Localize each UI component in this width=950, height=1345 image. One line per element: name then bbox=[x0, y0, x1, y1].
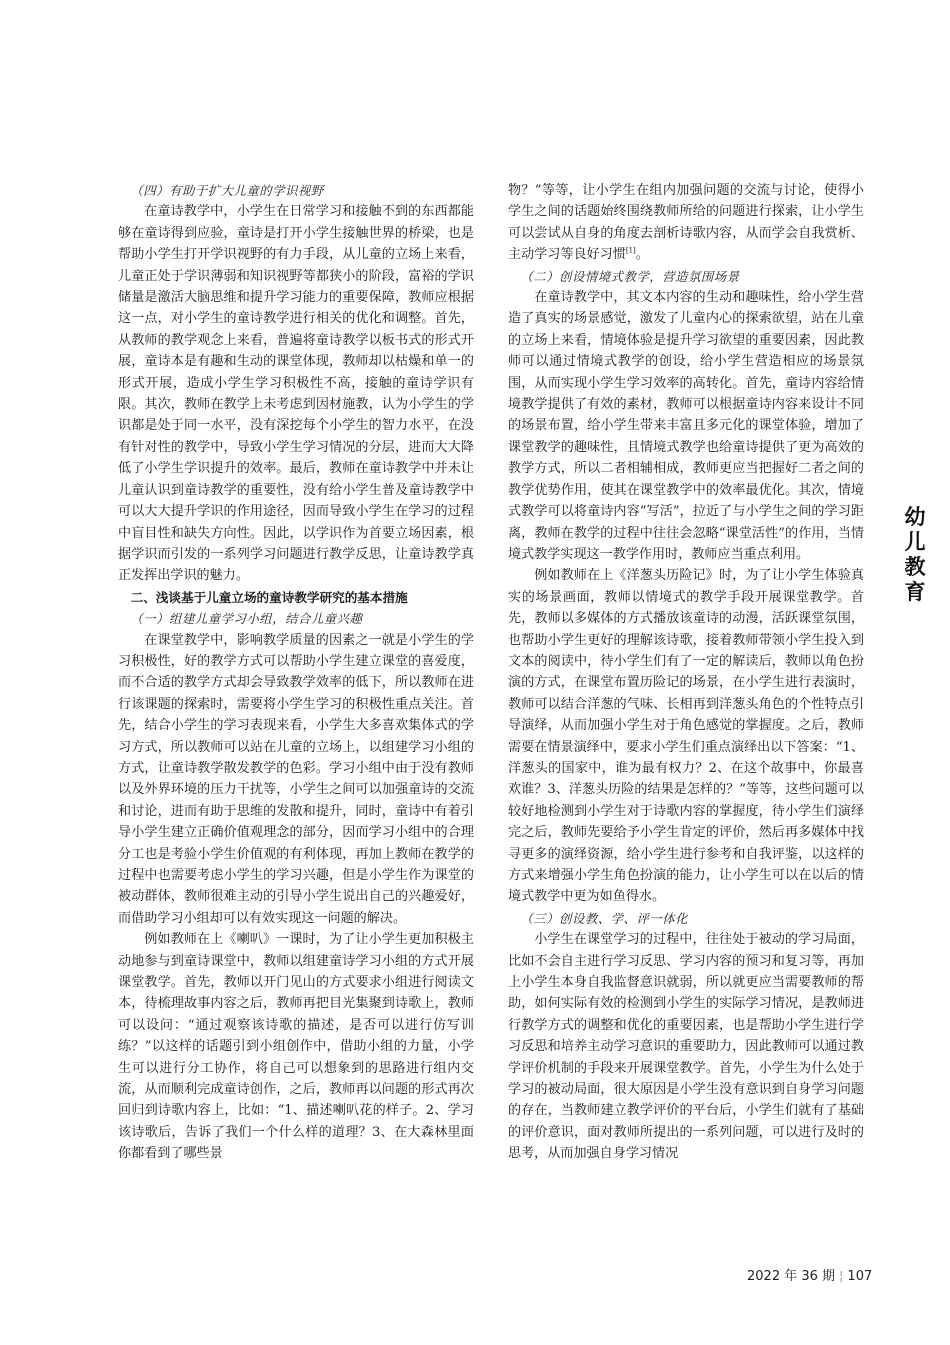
paragraph-tail: 。 bbox=[635, 247, 649, 263]
paragraph: 在童诗教学中，小学生在日常学习和接触不到的东西都能够在童诗得到应验，童诗是打开小学生接触世界的桥梁，也是帮助小学生打开学识视野的有力手段，从儿童的立场上来看，儿童正处于学识薄弱和知识视野等都狭小的阶段，富裕的学识储量是激活大脑思维和提升学习能力的重要保障，教师应根据这一点，对小学生的童诗教学进行相关的优化和调整。首先，从教师的教学观念上来看，普遍将童诗教学以板书式的形式开展，童诗本是有趣和生动的课堂体现，教师却以枯燥和单一的形式开展，造成小学生学习积极性不高，接触的童诗学识有限。其次，教师在教学上未考虑到因材施教，认为小学生的学识都是处于同一水平，没有深挖每个小学生的智力水平，在没有针对性的教学中，导致小学生学习情况的分层，进而大大降低了小学生学识提升的效率。最后，教师在童诗教学中并未让儿童认识到童诗教学的重要性，没有给小学生普及童诗教学中可以大大提升学识的作用途径，因而导致小学生在学习的过程中盲目性和缺失方向性。因此，以学识作为首要立场因素，根据学识而引发的一系列学习问题进行教学反思，让童诗教学真正发挥出学识的魅力。 bbox=[118, 204, 474, 584]
side-label-char: 育 bbox=[904, 580, 926, 604]
side-label-char: 幼 bbox=[904, 505, 926, 529]
right-column bbox=[508, 180, 864, 1165]
side-label-char: 儿 bbox=[904, 530, 926, 554]
paragraph: 在童诗教学中，其文本内容的生动和趣味性，给小学生营造了真实的场景感觉，激发了儿童内心的探索欲望，站在儿童的立场上来看，情境体验是提升学习欲望的重要因素，因此教师可以通过情境式教学的创设，给小学生营造相应的场景氛围，从而实现小学生学习效率的高转化。首先，童诗内容给情境教学提供了有效的素材，教师可以根据童诗内容来设计不同的场景布置，给小学生带来丰富且多元化的课堂体验，增加了课堂教学的趣味性，且情境式教学也给童诗提供了更为高效的教学方式，所以二者相辅相成，教师更应当把握好二者之间的教学优势作用，使其在课堂教学中的效率最优化。其次，情境式教学可以将童诗内容“写活”，拉近了与小学生之间的学习距离，教师在教学的过程中往往会忽略“课堂活性”的作用，当情境式教学实现这一教学作用时，教师应当重点利用。 bbox=[508, 290, 864, 562]
issue-label: 2022 年 36 期 bbox=[747, 1269, 836, 1284]
paragraph: 在课堂教学中，影响教学质量的因素之一就是小学生的学习积极性，好的教学方式可以帮助小学生建立课堂的喜爱度，而不合适的教学方式却会导致教学效率的低下，所以教师在进行该课题的探索时，需要将小学生学习的积极性重点关注。首先，结合小学生的学习表现来看，小学生大多喜欢集体式的学习方式，所以教师可以站在儿童的立场上，以组建学习小组的方式，让童诗教学散发教学的色彩。学习小组中由于没有教师以及外界环境的压力干扰等，小学生之间可以加强童诗的交流和讨论，进而有助于思维的发散和提升，同时，童诗中有着引导小学生建立正确价值观理念的部分，因而学习小组中的合理分工也是考验小学生价值观的有利体现，再加上教师在教学的过程中也需要考虑小学生的学习兴趣，但是小学生作为课堂的被动群体，教师很难主动的引导小学生说出自己的兴趣爱好，而借助学习小组却可以有效实现这一问题的解决。 bbox=[118, 632, 474, 926]
section-subheading: （一）组建儿童学习小组，结合儿童兴趣 bbox=[130, 611, 363, 627]
section-subheading: （四）有助于扩大儿童的学识视野 bbox=[130, 183, 324, 198]
paragraph: 例如教师在上《洋葱头历险记》时，为了让小学生体验真实的场景画面，教师以情境式的教学手段开展课堂教学。首先，教师以多媒体的方式播放该童诗的动漫，活跃课堂氛围，也帮助小学生更好的理解该诗歌，接着教师带领小学生投入到文本的阅读中，待小学生们有了一定的解读后，教师以角色扮演的方式，在课堂布置历险记的场景，在小学生进行表演时，教师可以结合洋葱的气味、长相再到洋葱头角色的个性特点引导演绎，从而加强小学生对于角色感觉的掌握度。之后，教师需要在情景演绎中，要求小学生们重点演绎出以下答案：“1、洋葱头的国家中，谁为最有权力？2、在这个故事中，你最喜欢谁？3、洋葱头历险的结果是怎样的？”等等，这些问题可以较好地检测到小学生对于诗歌内容的掌握度，待小学生们演绎完之后，教师先要给予小学生肯定的评价，然后再多媒体中找寻更多的演绎资源，给小学生进行参考和自我评鉴，以这样的方式来增强小学生角色扮演的能力，让小学生可以在以后的情境式教学中更为如鱼得水。 bbox=[508, 568, 864, 905]
page-number: 107 bbox=[847, 1269, 873, 1284]
paragraph-continued bbox=[508, 180, 864, 266]
footer-divider: ¦ bbox=[839, 1269, 844, 1284]
section-heading: 二、浅谈基于儿童立场的童诗教学研究的基本措施 bbox=[130, 589, 408, 605]
citation-reference: [1] bbox=[625, 246, 636, 255]
paragraph: 例如教师在上《喇叭》一课时，为了让小学生更加积极主动地参与到童诗课堂中，教师以组建童诗学习小组的方式开展课堂教学。首先，教师以开门见山的方式要求小组进行阅读文本，待梳理故事内容之后，教师再把目光集聚到诗歌上，教师可以设问：“通过观察该诗歌的描述，是否可以进行仿写训练？”以这样的话题引到小组创作中，借助小组的力量，小学生可以进行分工协作，将自己可以想象到的思路进行组内交流，从而顺利完成童诗创作，之后，教师再以问题的形式再次回归到诗歌内容上，比如：“1、描述喇叭花的样子。2、学习该诗歌后，告诉了我们一个什么样的道理？3、在大森林里面你都看到了哪些景 bbox=[118, 932, 474, 1162]
section-subheading: （三）创设教、学、评一体化 bbox=[520, 910, 688, 926]
paragraph: 小学生在课堂学习的过程中，往往处于被动的学习局面，比如不会自主进行学习反思、学习内容的预习和复习等，再加上小学生本身自我监督意识就弱，所以就更应当需要教师的帮助，如何实际有效的检测到小学生的实际学习情况，是教师进行教学方式的调整和优化的重要因素，也是帮助小学生进行学习反思和培养主动学习意识的重要助力，因此教师可以通过教学评价机制的手段来开展课堂教学。首先，小学生为什么处于学习的被动局面，很大原因是小学生没有意识到自身学习问题的存在，当教师建立教学评价的平台后，小学生们就有了基础的评价意识，面对教师所提出的一系列问题，可以进行及时的思考，从而加强自身学习情况 bbox=[508, 932, 864, 1162]
side-label-char: 教 bbox=[904, 555, 926, 579]
paragraph-text: 物？”等等，让小学生在组内加强问题的交流与讨论，使得小学生之间的话题始终围绕教师所给的问题进行探索，让小学生可以尝试从自身的角度去剖析诗歌内容，从而学会自我赏析、主动学习等良好习惯 bbox=[508, 183, 864, 263]
page-footer bbox=[747, 1265, 872, 1284]
section-subheading: （二）创设情境式教学，营造氛围场景 bbox=[520, 268, 740, 284]
journal-side-label bbox=[902, 505, 928, 605]
left-column bbox=[118, 180, 474, 1165]
